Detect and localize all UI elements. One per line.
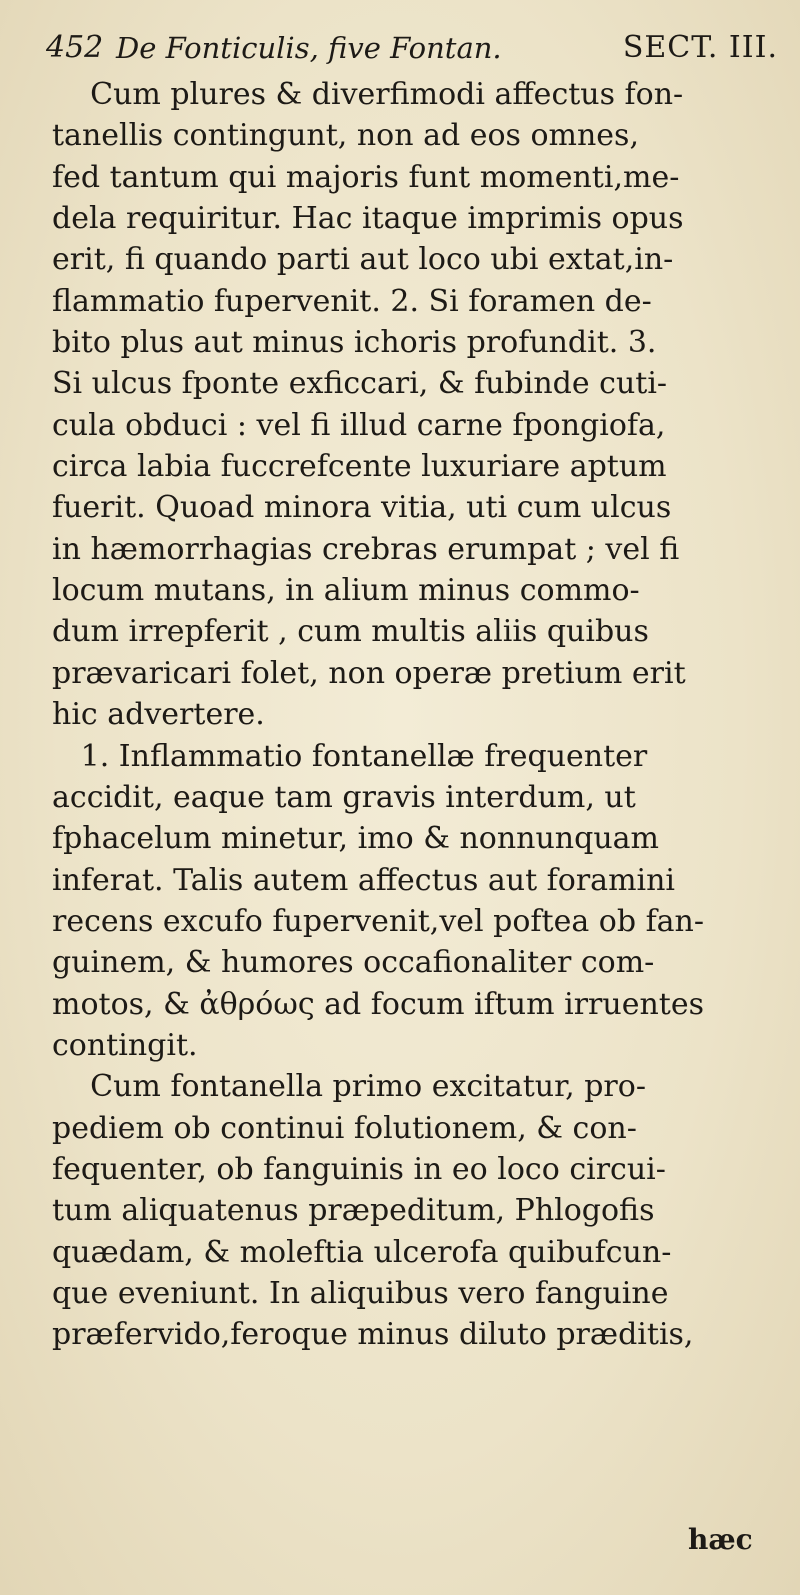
body-text [52, 74, 764, 1356]
text-line: motos, & ἀθρόως ad focum iftum irruentes [52, 986, 704, 1022]
text-line: dela requiritur. Hac itaque imprimis opus [52, 201, 684, 237]
text-line: locum mutans, in alium minus commo- [52, 573, 640, 609]
text-line: hic advertere. [52, 697, 265, 733]
text-line: inferat. Talis autem affectus aut foramini [52, 862, 676, 898]
text-line: præfervido,feroque minus diluto præditis, [52, 1317, 694, 1353]
text-line: flammatio fupervenit. 2. Si foramen de- [52, 283, 652, 319]
text-line: fphacelum minetur, imo & nonnunquam [52, 821, 659, 857]
text-line: in hæmorrhagias crebras erumpat ; vel fi [52, 531, 680, 567]
page-number: 452 [46, 30, 104, 65]
section-label: SECT. III. [622, 30, 778, 65]
text-line: cula obduci : vel fi illud carne fpongiofa, [52, 407, 666, 443]
text-line: guinem, & humores occafionaliter com- [52, 945, 655, 981]
catchword: hæc [688, 1523, 753, 1556]
text-line: fequenter, ob fanguinis in eo loco circui- [52, 1151, 666, 1187]
text-line: bito plus aut minus ichoris profundit. 3. [52, 325, 657, 361]
text-line: Cum fontanella primo excitatur, pro- [52, 1069, 646, 1105]
text-line: erit, fi quando parti aut loco ubi extat,in- [52, 242, 674, 278]
text-line: pediem ob continui folutionem, & con- [52, 1110, 637, 1146]
page-header [46, 28, 778, 68]
text-line: tum aliquatenus præpeditum, Phlogofis [52, 1193, 655, 1229]
text-line: recens excufo fupervenit,vel poftea ob fan- [52, 903, 705, 939]
text-line: dum irrepferit , cum multis aliis quibus [52, 614, 649, 650]
text-line: contingit. [52, 1027, 198, 1063]
text-line: quædam, & moleftia ulcerofa quibufcun- [52, 1234, 672, 1270]
text-line: Cum plures & diverfimodi affectus fon- [52, 77, 684, 112]
text-line: fed tantum qui majoris funt momenti,me- [52, 159, 680, 195]
text-line: circa labia fuccrefcente luxuriare aptum [52, 449, 667, 485]
text-line: accidit, eaque tam gravis interdum, ut [52, 779, 636, 815]
text-line: Si ulcus fponte exficcari, & fubinde cuti- [52, 366, 668, 402]
text-line: que eveniunt. In aliquibus vero fanguine [52, 1275, 669, 1311]
text-line: fuerit. Quoad minora vitia, uti cum ulcus [52, 490, 672, 526]
running-title: De Fonticulis, five Fontan. [116, 31, 502, 65]
text-line: tanellis contingunt, non ad eos omnes, [52, 118, 639, 154]
text-line: prævaricari folet, non operæ pretium erit [52, 655, 686, 691]
text-line: 1. Inflammatio fontanellæ frequenter [52, 738, 648, 774]
